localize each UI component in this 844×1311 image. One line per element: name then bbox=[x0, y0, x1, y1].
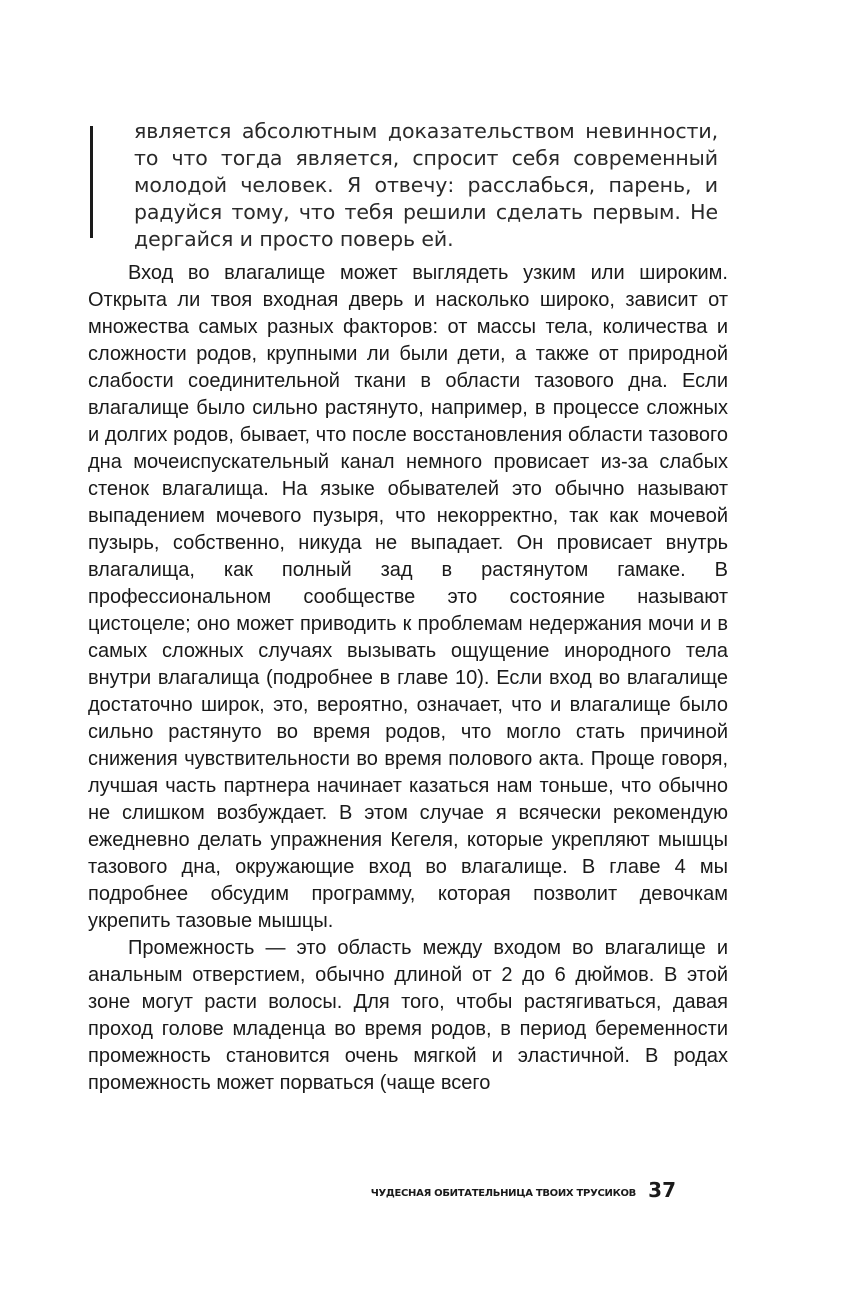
quote-text: является абсолютным доказательством невинности, то что тогда является, спросит себя современный молодой человек. Я отвечу: расслабься, парень, и радуйся тому, что тебя решили сделать первым. Не дергайся и просто поверь ей. bbox=[134, 119, 718, 251]
paragraph-1: Вход во влагалище может выглядеть узким или широким. Открыта ли твоя входная дверь и насколько широко, зависит от множества самых разных факторов: от массы тела, количества и сложности родов, крупными ли были дети, а также от природной слабости соединительной ткани в области тазового дна. Если влагалище было сильно растянуто, например, в процессе сложных и долгих родов, бывает, что после восстановления области тазового дна мочеиспускательный канал немного провисает из-за слабых стенок влагалища. На языке обывателей это обычно называют выпадением мочевого пузыря, что некорректно, так как мочевой пузырь, собственно, никуда не выпадает. Он провисает внутрь влагалища, как полный зад в растянутом гамаке. В профессиональном сообществе это состояние называют цистоцеле; оно может приводить к проблемам недержания мочи и в самых сложных случаях вызывать ощущение инородного тела внутри влагалища (подробнее в главе 10). Если вход во влагалище достаточно широк, это, вероятно, означает, что и влагалище было сильно растянуто во время родов, что могло стать причиной снижения чувствительности во время полового акта. Проще говоря, лучшая часть партнера начинает казаться нам тоньше, что обычно не слишком возбуждает. В этом случае я всячески рекомендую ежедневно делать упражнения Кегеля, которые укрепляют мышцы тазового дна, окружающие вход во влагалище. В главе 4 мы подробнее обсудим программу, которая позволит девочкам укрепить тазовые мышцы. bbox=[88, 262, 728, 932]
body-text bbox=[88, 260, 728, 1097]
quote-bar bbox=[90, 126, 93, 238]
page-footer bbox=[88, 1178, 728, 1208]
page-number: 37 bbox=[648, 1178, 676, 1202]
paragraph-2: Промежность — это область между входом во влагалище и анальным отверстием, обычно длиной от 2 до 6 дюймов. В этой зоне могут расти волосы. Для того, чтобы растягиваться, давая проход голове младенца во время родов, в период беременности промежность становится очень мягкой и эластичной. В родах промежность может порваться (чаще всего bbox=[88, 937, 728, 1094]
running-title: ЧУДЕСНАЯ ОБИТАТЕЛЬНИЦА ТВОИХ ТРУСИКОВ bbox=[370, 1188, 636, 1199]
pull-quote bbox=[90, 118, 730, 251]
